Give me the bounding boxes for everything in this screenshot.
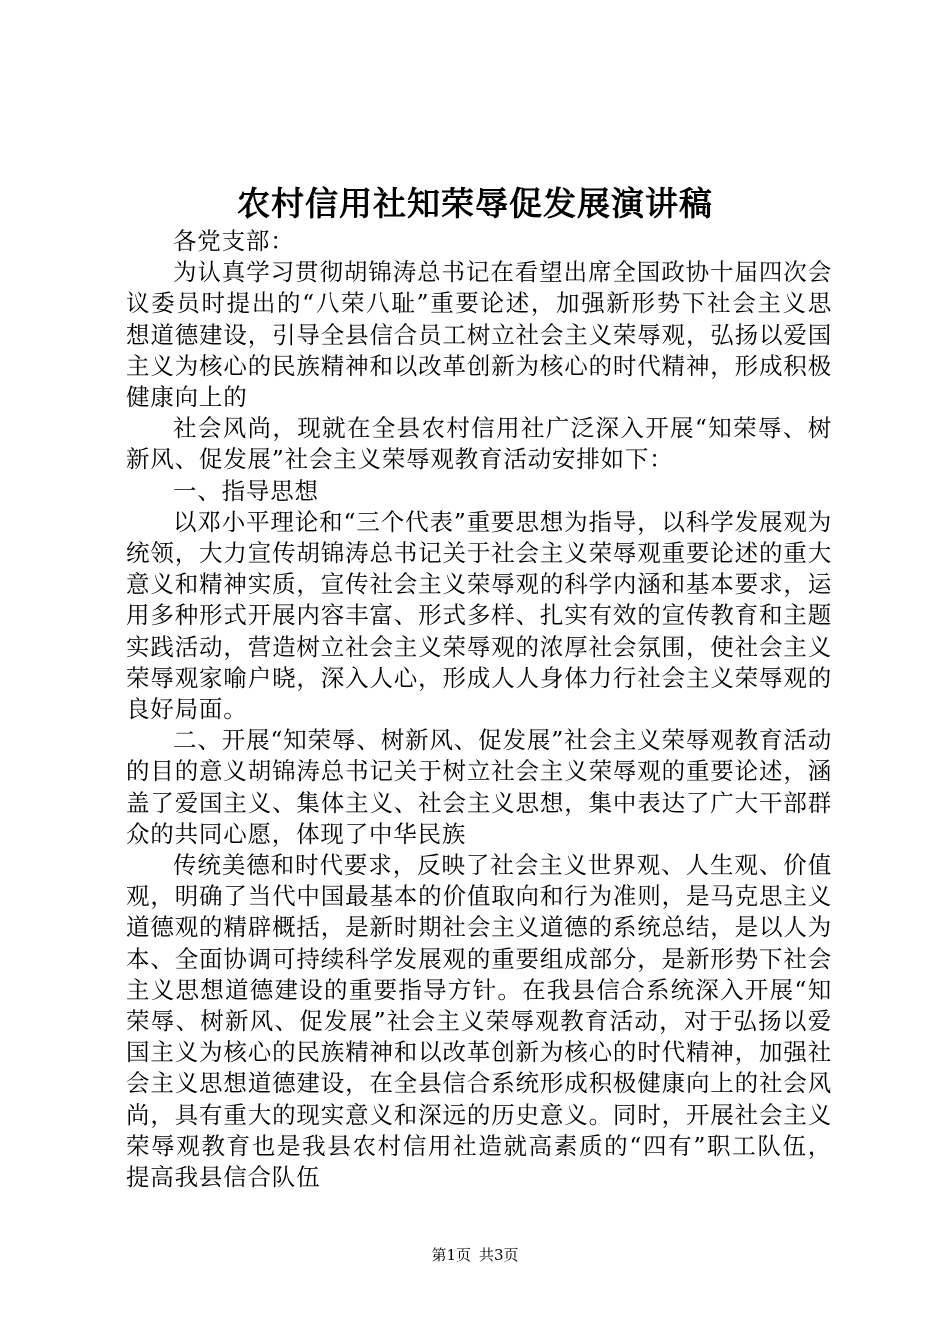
document-title: 农村信用社知荣辱促发展演讲稿 (237, 184, 713, 223)
section-heading-guiding-thought: 一、指导思想 (173, 476, 319, 505)
page-footer (0, 1245, 950, 1265)
salutation: 各党支部： (173, 227, 295, 255)
intro-paragraph: 为认真学习贯彻胡锦涛总书记在看望出席全国政协十届四次会议委员时提出的“八荣八耻”重要论述，加强新形势下社会主义思想道德建设，引导全县信合员工树立社会主义荣辱观，弘扬以爱国主义为核心的民族精神和以改革创新为核心的时代精神，形成积极健康向上的 (126, 258, 832, 412)
page-total: 共3页 (479, 1246, 519, 1264)
guiding-thought-paragraph: 以邓小平理论和“三个代表”重要思想为指导，以科学发展观为统领，大力宣传胡锦涛总书记关于社会主义荣辱观重要论述的重大意义和精神实质，宣传社会主义荣辱观的科学内涵和基本要求，运用多种形式开展内容丰富、形式多样、扎实有效的宣传教育和主题实践活动，营造树立社会主义荣辱观的浓厚社会氛围，使社会主义荣辱观家喻户晓，深入人心，形成人人身体力行社会主义荣辱观的良好局面。 (126, 507, 832, 724)
purpose-paragraph-continued: 传统美德和时代要求，反映了社会主义世界观、人生观、价值观，明确了当代中国最基本的价值取向和行为准则，是马克思主义道德观的精辟概括，是新时期社会主义道德的系统总结，是以人为本、全面协调可持续科学发展观的重要组成部分，是新形势下社会主义思想道德建设的重要指导方针。在我县信合系统深入开展“知荣辱、树新风、促发展”社会主义荣辱观教育活动，对于弘扬以爱国主义为核心的民族精神和以改革创新为核心的时代精神，加强社会主义思想道德建设，在全县信合系统形成积极健康向上的社会风尚，具有重大的现实意义和深远的历史意义。同时，开展社会主义荣辱观教育也是我县农村信用社造就高素质的“四有”职工队伍，提高我县信合队伍 (126, 851, 832, 1192)
document-body (126, 226, 832, 1193)
page-number: 第1页 (431, 1246, 471, 1264)
section-purpose-paragraph: 二、开展“知荣辱、树新风、促发展”社会主义荣辱观教育活动的目的意义胡锦涛总书记关于树立社会主义荣辱观的重要论述，涵盖了爱国主义、集体主义、社会主义思想，集中表达了广大干部群众的共同心愿，体现了中华民族 (126, 726, 832, 848)
intro-paragraph-continued: 社会风尚，现就在全县农村信用社广泛深入开展“知荣辱、树新风、促发展”社会主义荣辱观教育活动安排如下： (126, 414, 832, 474)
